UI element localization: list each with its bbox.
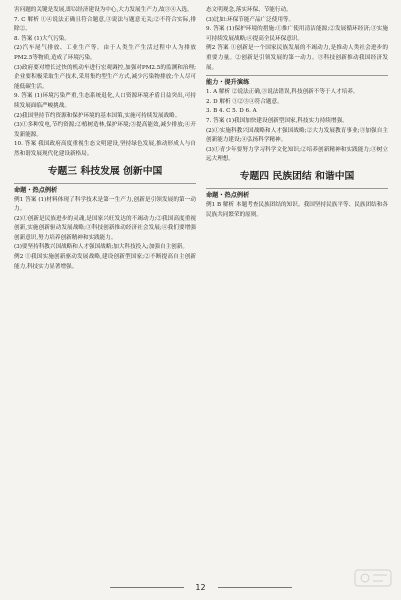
paragraph: 例1 答案 (1)材料体现了科学技术是第一生产力,创新是引领发展的第一动力。 <box>14 196 196 213</box>
subsection-heading: 能力・提升演练 <box>206 79 250 87</box>
paragraph: 9. 答案 (1)保护环境的措施:①推广使用清洁能源;②发展循环经济;③实施可持续发展战略;④提高全民环保意识。 <box>206 26 388 42</box>
paragraph: 2. D 解析 ①②③④符合题意。 <box>206 98 283 105</box>
paragraph: (2)①创新是民族进步的灵魂,是国家兴旺发达的不竭动力;②我国高度重视创新,实施创新驱动发展战略;③科技创新推动经济社会发展;④我们要增强创新意识,努力培养创新精神和实践能力。 <box>14 215 196 241</box>
paragraph: 态文明观念,落实环保、节能行动。 <box>206 7 292 13</box>
subsection-heading: 命题・热点例析 <box>14 186 58 194</box>
paragraph: (3)政府要对增长过快的机动车进行宏观调控,加强对PM2.5的监测和治理;企业要积极采取生产技术,采用集约型生产方式,减少污染物排放;个人尽可能低碳生活。 <box>14 64 196 90</box>
paragraph: 7. C 解析 ①④说法正确且符合题意,③说法与题意无关;②不符合实际,排除②。 <box>14 16 196 33</box>
page-number <box>0 583 401 592</box>
paragraph: (3)①青少年要努力学习科学文化知识;②培养创新精神和实践能力;③树立远大理想。 <box>206 146 388 163</box>
subsection-heading: 命题・热点例析 <box>206 191 250 199</box>
paragraph: (2)汽车尾气排放、工业生产等。由于人类生产生活过程中人为排放PM2.5等物质,造成了环境污染。 <box>14 45 196 61</box>
paragraph: (3)比如:环保节能产品广泛使用等。 <box>206 16 295 23</box>
paragraph: 3. B 4. C 5. D 6. A <box>206 108 257 115</box>
page-number-text: 12 <box>195 583 206 592</box>
paragraph: (3)①多种发电,节约资源;②植树造林,保护环境;③提高能效,减少排放;④开发新能源。 <box>14 122 196 138</box>
divider <box>14 183 196 184</box>
paragraph: 例2 ①我国实施创新驱动发展战略,建设创新型国家;②不断提高自主创新能力,科技实力显著增强。 <box>14 254 196 270</box>
paragraph: 9. 答案 (1)环境污染严重,生态系统退化,人口资源环境矛盾日益突出,可持续发展面临严峻挑战。 <box>14 93 196 109</box>
watermark-icon <box>353 566 393 590</box>
paragraph: (3)要坚持科教兴国战略和人才强国战略;加大科技投入;加强自主创新。 <box>14 244 188 251</box>
section-title: 专题三 科技发展 创新中国 <box>47 165 163 177</box>
paragraph: 例1 B 解析 本题考查民族团结的知识。我国坚持民族平等、民族团结和各民族共同繁荣的原则。 <box>206 201 388 218</box>
divider <box>206 188 388 189</box>
right-column <box>206 6 388 220</box>
paragraph: (2)①实施科教兴国战略和人才强国战略;②大力发展教育事业;③加强自主创新能力建设;④弘扬科学精神。 <box>206 127 388 144</box>
left-column <box>14 6 196 272</box>
paragraph: 7. 答案 (1)我国加快建设创新型国家,科技实力持续增强。 <box>206 117 348 124</box>
paragraph: 8. 答案 (1)大气污染。 <box>14 35 70 42</box>
paragraph: 10. 答案 我国政府高度重视生态文明建设,坚持绿色发展,推动形成人与自然和谐发展现代化建设新格局。 <box>14 141 196 157</box>
section-title: 专题四 民族团结 和谐中国 <box>239 170 355 182</box>
paragraph: (2)我国坚持节约资源和保护环境的基本国策,实施可持续发展战略。 <box>14 112 181 119</box>
paragraph: 例2 答案 ①创新是一个国家民族发展的不竭动力,是推动人类社会进步的重要力量。②创新是引领发展的第一动力。③科技创新推动我国经济发展。 <box>206 45 388 71</box>
divider <box>206 75 388 76</box>
paragraph: 1. A 解析 ②说法正确,③说法错误,科技创新不等于人才培养。 <box>206 89 359 96</box>
paragraph: 害问题的关键是发展,即以经济建设为中心,大力发展生产力,故③④入选。 <box>14 7 193 13</box>
